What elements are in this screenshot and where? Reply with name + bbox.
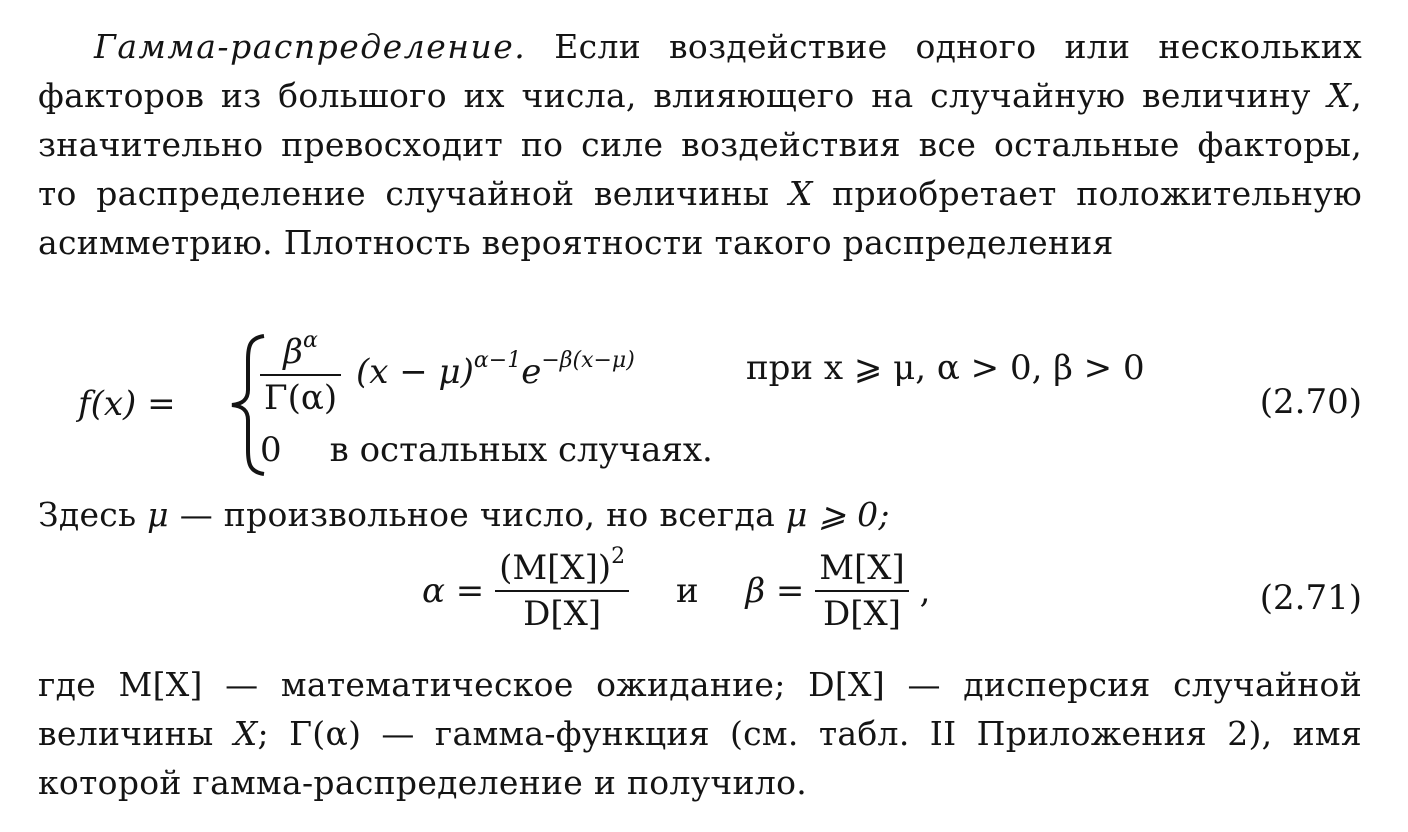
paragraph-text: приобретает положительную асимметрию. Плотность вероятности такого распределения [38,174,1362,262]
alpha-lhs: α = [422,571,485,611]
fraction-beta [815,548,909,634]
formula-2-70 [78,328,1362,482]
math-variable-mu: μ [147,495,169,534]
equation-number: (2.71) [1259,578,1362,618]
math-variance: D[X] [808,665,886,704]
formula-case1-condition: при x ⩾ μ, α > 0, β > 0 [746,348,1145,388]
fraction-alpha [495,544,629,634]
paragraph-mu-note: Здесь μ — произвольное число, но всегда μ ⩾ 0; [38,495,890,534]
beta-lhs: β = [745,571,805,611]
conjunction: и [675,571,699,611]
math-expectation: M[X] [118,665,203,704]
paragraph-gamma-intro [38,22,1362,267]
fraction-beta-gamma [260,328,341,418]
formula-lhs: f(x) = [78,384,176,424]
paragraph-definitions: где M[X] — математическое ожидание; D[X] — дисперсия случайной величины X; Γ(α) — гамма-функция (см. табл. II Приложения 2), имя которой гамма-распределение и получило. [38,665,1363,802]
fraction-numerator: M[X] [815,548,909,592]
formula-case1-factors: $(x - \mu)^{\alpha-1}e^{-\beta(x-\mu)}$ [356,348,635,392]
equation-number: (2.70) [1259,382,1362,422]
math-variable-x: X [233,714,258,753]
paragraph-text: Если воздействие одного или нескольких факторов из большого их числа, влияющего на случайную величину [38,27,1362,115]
math-variable-x: X [1327,76,1352,115]
formula-trailing-comma: , [919,571,931,611]
paragraph-text: , значительно превосходит по силе воздействия все остальные факторы, то распределение случайной величины [38,76,1362,213]
fraction-numerator: $\beta^\alpha$ [260,332,341,376]
formula-body [422,544,931,634]
section-title: Гамма-распределение. [94,27,527,66]
math-condition: μ ⩾ 0; [785,495,890,534]
fraction-denominator: Γ(α) [264,378,338,418]
math-gamma-function: Γ(α) [289,714,362,753]
math-variable-x: X [788,174,813,213]
fraction-denominator: D[X] [523,594,602,634]
fraction-denominator: D[X] [823,594,901,634]
formula-case2: 0 в остальных случаях. [260,430,713,470]
fraction-numerator: $(M[X])^2$ [495,548,629,592]
formula-2-71 [38,544,1362,652]
